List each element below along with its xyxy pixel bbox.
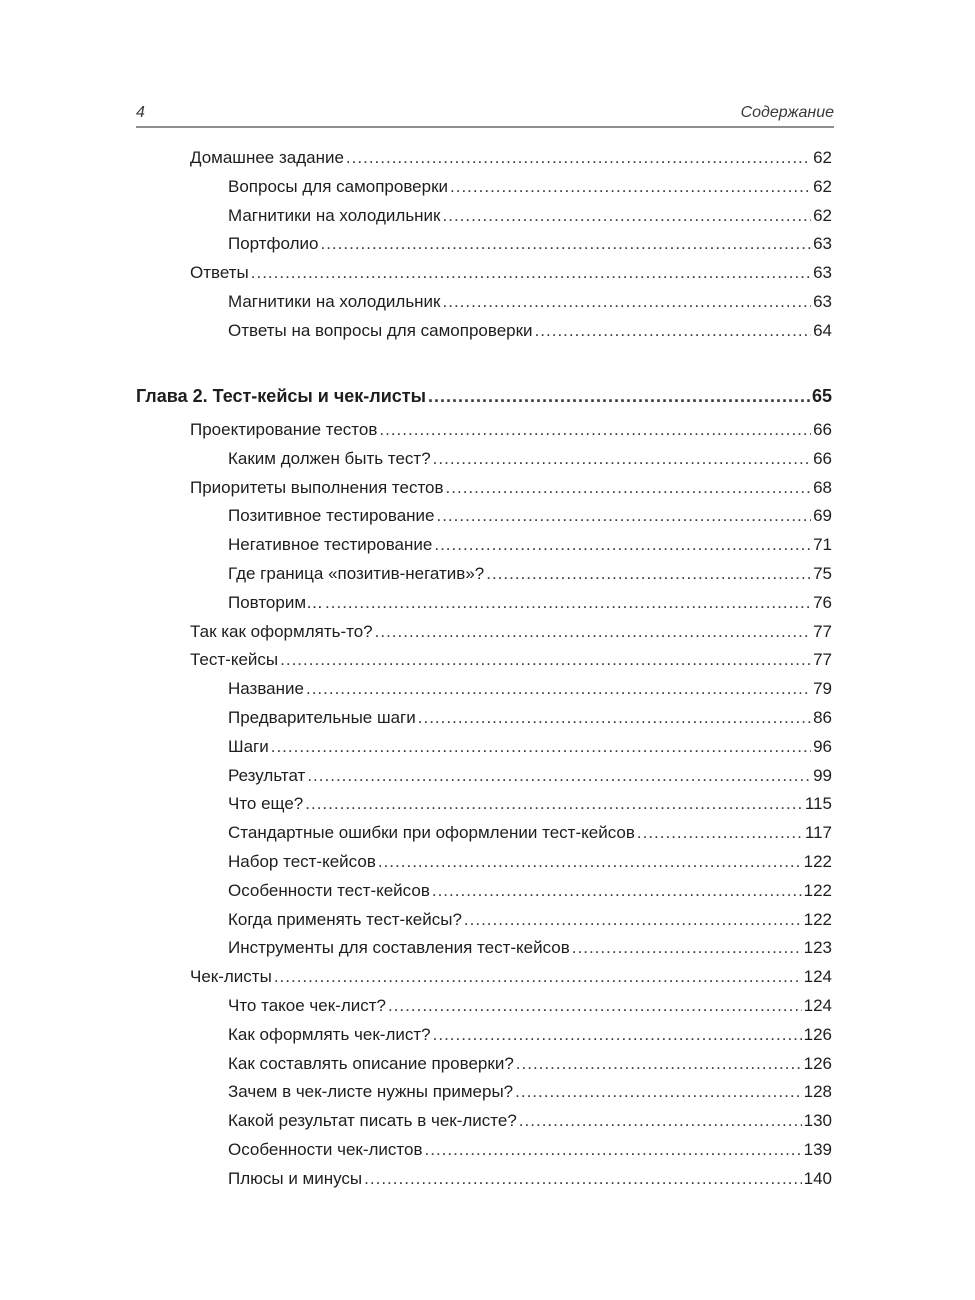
toc-entry bbox=[228, 1079, 832, 1105]
toc-entry bbox=[228, 907, 832, 933]
toc-entry-label: Название bbox=[228, 679, 304, 699]
toc-entry-label: Как составлять описание проверки? bbox=[228, 1053, 514, 1073]
toc-entry-label: Какой результат писать в чек-листе? bbox=[228, 1111, 517, 1131]
running-header bbox=[136, 104, 834, 126]
dot-leader bbox=[274, 964, 802, 990]
toc-entry-page: 63 bbox=[813, 263, 832, 283]
toc-entry-page: 69 bbox=[813, 506, 832, 526]
toc-entry bbox=[228, 763, 832, 789]
dot-leader bbox=[486, 561, 811, 587]
header-rule bbox=[136, 126, 834, 128]
dot-leader bbox=[433, 446, 811, 472]
dot-leader bbox=[251, 260, 811, 286]
toc-entry bbox=[228, 203, 832, 229]
toc-entry-page: 124 bbox=[803, 967, 832, 987]
toc-entry-page: 62 bbox=[813, 205, 832, 225]
toc-entry bbox=[228, 318, 832, 344]
toc-entry-page: 63 bbox=[813, 292, 832, 311]
toc-entry bbox=[228, 878, 832, 904]
toc-entry-label: Каким должен быть тест? bbox=[228, 448, 431, 468]
toc-entry bbox=[190, 647, 832, 673]
toc-entry bbox=[228, 676, 832, 702]
dot-leader bbox=[425, 1137, 802, 1163]
toc-entry bbox=[190, 417, 832, 443]
toc-entry-label: Ответы bbox=[190, 263, 249, 283]
toc-entry-page: 140 bbox=[803, 1168, 832, 1188]
dot-leader bbox=[572, 935, 802, 961]
dot-leader bbox=[307, 763, 811, 789]
dot-leader bbox=[433, 1022, 802, 1048]
dot-leader bbox=[305, 791, 803, 817]
toc-entry-label: Набор тест-кейсов bbox=[228, 852, 376, 871]
toc-entry-label: Ответы на вопросы для самопроверки bbox=[228, 320, 533, 340]
toc-entry-label: Негативное тестирование bbox=[228, 535, 433, 555]
page-number: 4 bbox=[136, 104, 145, 121]
toc-entry bbox=[190, 260, 832, 286]
toc-entry bbox=[190, 145, 832, 171]
toc-entry-page: 124 bbox=[803, 996, 832, 1015]
toc-entry-page: 68 bbox=[813, 477, 832, 497]
dot-leader bbox=[271, 734, 811, 760]
toc-entry bbox=[228, 532, 832, 558]
toc-entry-page: 96 bbox=[813, 736, 832, 756]
toc-entry bbox=[228, 446, 832, 472]
dot-leader bbox=[519, 1108, 802, 1134]
toc-entry-label: Инструменты для составления тест-кейсов bbox=[228, 938, 570, 958]
toc-entry-page: 62 bbox=[813, 148, 832, 167]
dot-leader bbox=[306, 676, 811, 702]
dot-leader bbox=[443, 289, 812, 315]
dot-leader bbox=[450, 174, 811, 200]
dot-leader bbox=[443, 203, 812, 229]
dot-leader bbox=[515, 1079, 801, 1105]
toc-entry bbox=[228, 705, 832, 731]
dot-leader bbox=[516, 1051, 802, 1077]
toc-entry-page: 63 bbox=[813, 234, 832, 254]
dot-leader bbox=[434, 532, 811, 558]
dot-leader bbox=[388, 993, 802, 1019]
toc-entry-label: Плюсы и минусы bbox=[228, 1168, 363, 1188]
toc-entry bbox=[190, 475, 832, 501]
dot-leader bbox=[375, 619, 811, 645]
toc-entry-page: 71 bbox=[813, 535, 832, 555]
toc-entry-page: 117 bbox=[804, 823, 832, 843]
toc-entry-page: 77 bbox=[813, 621, 832, 641]
toc-entry bbox=[228, 1108, 832, 1134]
toc-entry bbox=[228, 1022, 832, 1048]
toc-entry-label: Магнитики на холодильник bbox=[228, 205, 441, 225]
toc-entry bbox=[228, 1166, 832, 1192]
toc-entry bbox=[228, 1137, 832, 1163]
toc-entry-page: 115 bbox=[804, 794, 832, 814]
toc-entry-label: Проектирование тестов bbox=[190, 420, 378, 439]
toc-entry-label: Что еще? bbox=[228, 794, 304, 814]
toc-entry-page: 126 bbox=[803, 1024, 832, 1044]
toc-entry-label: Особенности тест-кейсов bbox=[228, 880, 430, 900]
toc-entry-label: Приоритеты выполнения тестов bbox=[190, 477, 444, 497]
toc-entry-label: Когда применять тест-кейсы? bbox=[228, 909, 462, 929]
toc-entry-label: Как оформлять чек-лист? bbox=[228, 1024, 431, 1044]
toc-entry-label: Портфолио bbox=[228, 234, 319, 254]
dot-leader bbox=[432, 878, 802, 904]
toc-entry-label: Тест-кейсы bbox=[190, 650, 279, 670]
dot-leader bbox=[379, 417, 811, 443]
toc-entry bbox=[228, 289, 832, 315]
toc-entry-label: Результат bbox=[228, 765, 306, 785]
toc-entry bbox=[228, 935, 832, 961]
toc-entry-page: 65 bbox=[811, 386, 832, 406]
dot-leader bbox=[535, 318, 812, 344]
dot-leader bbox=[325, 590, 811, 616]
toc-entry bbox=[228, 503, 832, 529]
toc-entry bbox=[228, 1051, 832, 1077]
toc-entry bbox=[228, 561, 832, 587]
toc-entry-label: Так как оформлять-то? bbox=[190, 621, 373, 641]
running-title: Содержание bbox=[740, 104, 834, 121]
toc-entry bbox=[228, 820, 832, 846]
toc-entry-label: Предварительные шаги bbox=[228, 708, 416, 727]
toc-entry-page: 122 bbox=[803, 852, 832, 871]
toc-entry-page: 66 bbox=[813, 448, 832, 468]
dot-leader bbox=[364, 1166, 801, 1192]
toc-entry-page: 86 bbox=[813, 708, 832, 727]
toc-entry-label: Вопросы для самопроверки bbox=[228, 176, 449, 196]
toc-entry-label: Особенности чек-листов bbox=[228, 1140, 423, 1159]
toc-entry bbox=[228, 734, 832, 760]
toc-entry bbox=[228, 231, 832, 257]
dot-leader bbox=[378, 849, 802, 875]
toc-entry-page: 64 bbox=[813, 320, 832, 340]
toc-entry-label: Повторим… bbox=[228, 592, 324, 612]
toc-entry-page: 77 bbox=[813, 650, 832, 670]
toc-entry-label: Домашнее задание bbox=[190, 148, 344, 167]
toc-entry-label: Чек-листы bbox=[190, 967, 272, 987]
toc-entry-page: 130 bbox=[803, 1111, 832, 1131]
dot-leader bbox=[320, 231, 811, 257]
toc-entry bbox=[228, 590, 832, 616]
toc-entry bbox=[190, 619, 832, 645]
toc-entry-label: Где граница «позитив-негатив»? bbox=[228, 564, 485, 583]
dot-leader bbox=[436, 503, 811, 529]
toc-entry-page: 128 bbox=[803, 1082, 832, 1102]
toc-entry-page: 79 bbox=[813, 679, 832, 699]
toc-entry-page: 62 bbox=[813, 176, 832, 196]
toc-entry-page: 139 bbox=[803, 1140, 832, 1159]
dot-leader bbox=[346, 145, 811, 171]
toc-entry-page: 99 bbox=[813, 765, 832, 785]
toc-entry-page: 66 bbox=[813, 420, 832, 439]
toc-entry-label: Глава 2. Тест-кейсы и чек-листы bbox=[136, 386, 426, 406]
toc-entry bbox=[190, 964, 832, 990]
dot-leader bbox=[418, 705, 811, 731]
toc-entry-label: Позитивное тестирование bbox=[228, 506, 435, 526]
dot-leader bbox=[637, 820, 803, 846]
toc-entry-page: 126 bbox=[803, 1053, 832, 1073]
toc-entry-label: Что такое чек-лист? bbox=[228, 996, 386, 1015]
toc-entry-page: 122 bbox=[803, 880, 832, 900]
toc-entry-label: Зачем в чек-листе нужны примеры? bbox=[228, 1082, 514, 1102]
dot-leader bbox=[428, 383, 810, 409]
toc-entry-label: Шаги bbox=[228, 736, 269, 756]
toc-entry bbox=[228, 993, 832, 1019]
toc-entry bbox=[228, 849, 832, 875]
toc-entry-page: 123 bbox=[803, 938, 832, 958]
toc-entry-label: Стандартные ошибки при оформлении тест-кейсов bbox=[228, 823, 635, 843]
toc-entry-page: 76 bbox=[813, 592, 832, 612]
toc-chapter-heading bbox=[136, 383, 832, 409]
toc-entry-label: Магнитики на холодильник bbox=[228, 292, 441, 311]
toc-entry-page: 122 bbox=[803, 909, 832, 929]
dot-leader bbox=[464, 907, 802, 933]
toc-entry bbox=[228, 174, 832, 200]
dot-leader bbox=[446, 475, 812, 501]
dot-leader bbox=[280, 647, 811, 673]
toc-entry bbox=[228, 791, 832, 817]
toc-entry-page: 75 bbox=[813, 564, 832, 583]
